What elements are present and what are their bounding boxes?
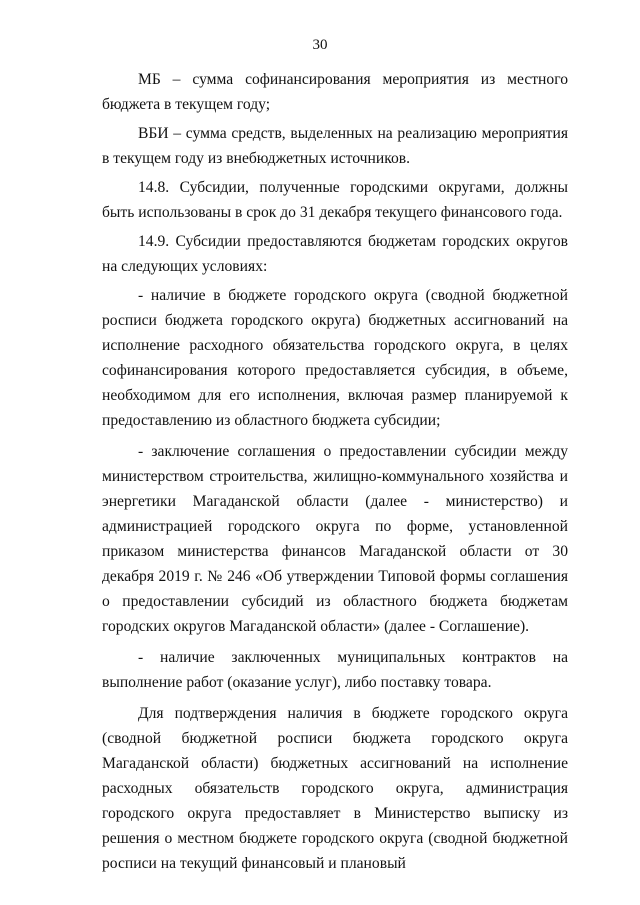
paragraph-clause-14-9: 14.9. Субсидии предоставляются бюджетам городских округов на следующих условиях: (102, 233, 568, 275)
document-body (102, 67, 568, 876)
paragraph-clause-14-8: 14.8. Субсидии, полученные городскими округами, должны быть использованы в срок до 31 декабря текущего финансового года. (102, 179, 568, 221)
paragraph-confirmation: Для подтверждения наличия в бюджете городского округа (сводной бюджетной росписи бюджета городского округа Магаданской области) бюджетных ассигнований на исполнение расходных обязательств городского округа, администрация городского округа предоставляет в Министерство выписку из решения о местном бюджете городского округа (сводной бюджетной росписи на текущий финансовый и плановый (102, 705, 568, 872)
paragraph-mb-definition: МБ – сумма софинансирования мероприятия из местного бюджета в текущем году; (102, 71, 568, 113)
paragraph-vbi-definition: ВБИ – сумма средств, выделенных на реализацию мероприятия в текущем году из внебюджетных источников. (102, 125, 568, 167)
page-number: 30 (312, 37, 328, 53)
paragraph-condition-2: - заключение соглашения о предоставлении субсидии между министерством строительства, жилищно-коммунального хозяйства и энергетики Магаданской области (далее - министерство) и администрацией городского округа по форме, установленной приказом министерства финансов Магаданской области от 30 декабря 2019 г. № 246 «Об утверждении Типовой формы соглашения о предоставлении субсидий из областного бюджета бюджетам городских округов Магаданской области» (далее - Соглашение). (102, 443, 568, 635)
paragraph-condition-3: - наличие заключенных муниципальных контрактов на выполнение работ (оказание услуг), либо поставку товара. (102, 649, 568, 691)
paragraph-condition-1: - наличие в бюджете городского округа (сводной бюджетной росписи бюджета городского округа) бюджетных ассигнований на исполнение расходного обязательства городского округа, в целях софинансирования которого предоставляется субсидия, в объеме, необходимом для его исполнения, включая размер планируемой к предоставлению из областного бюджета субсидии; (102, 287, 568, 429)
